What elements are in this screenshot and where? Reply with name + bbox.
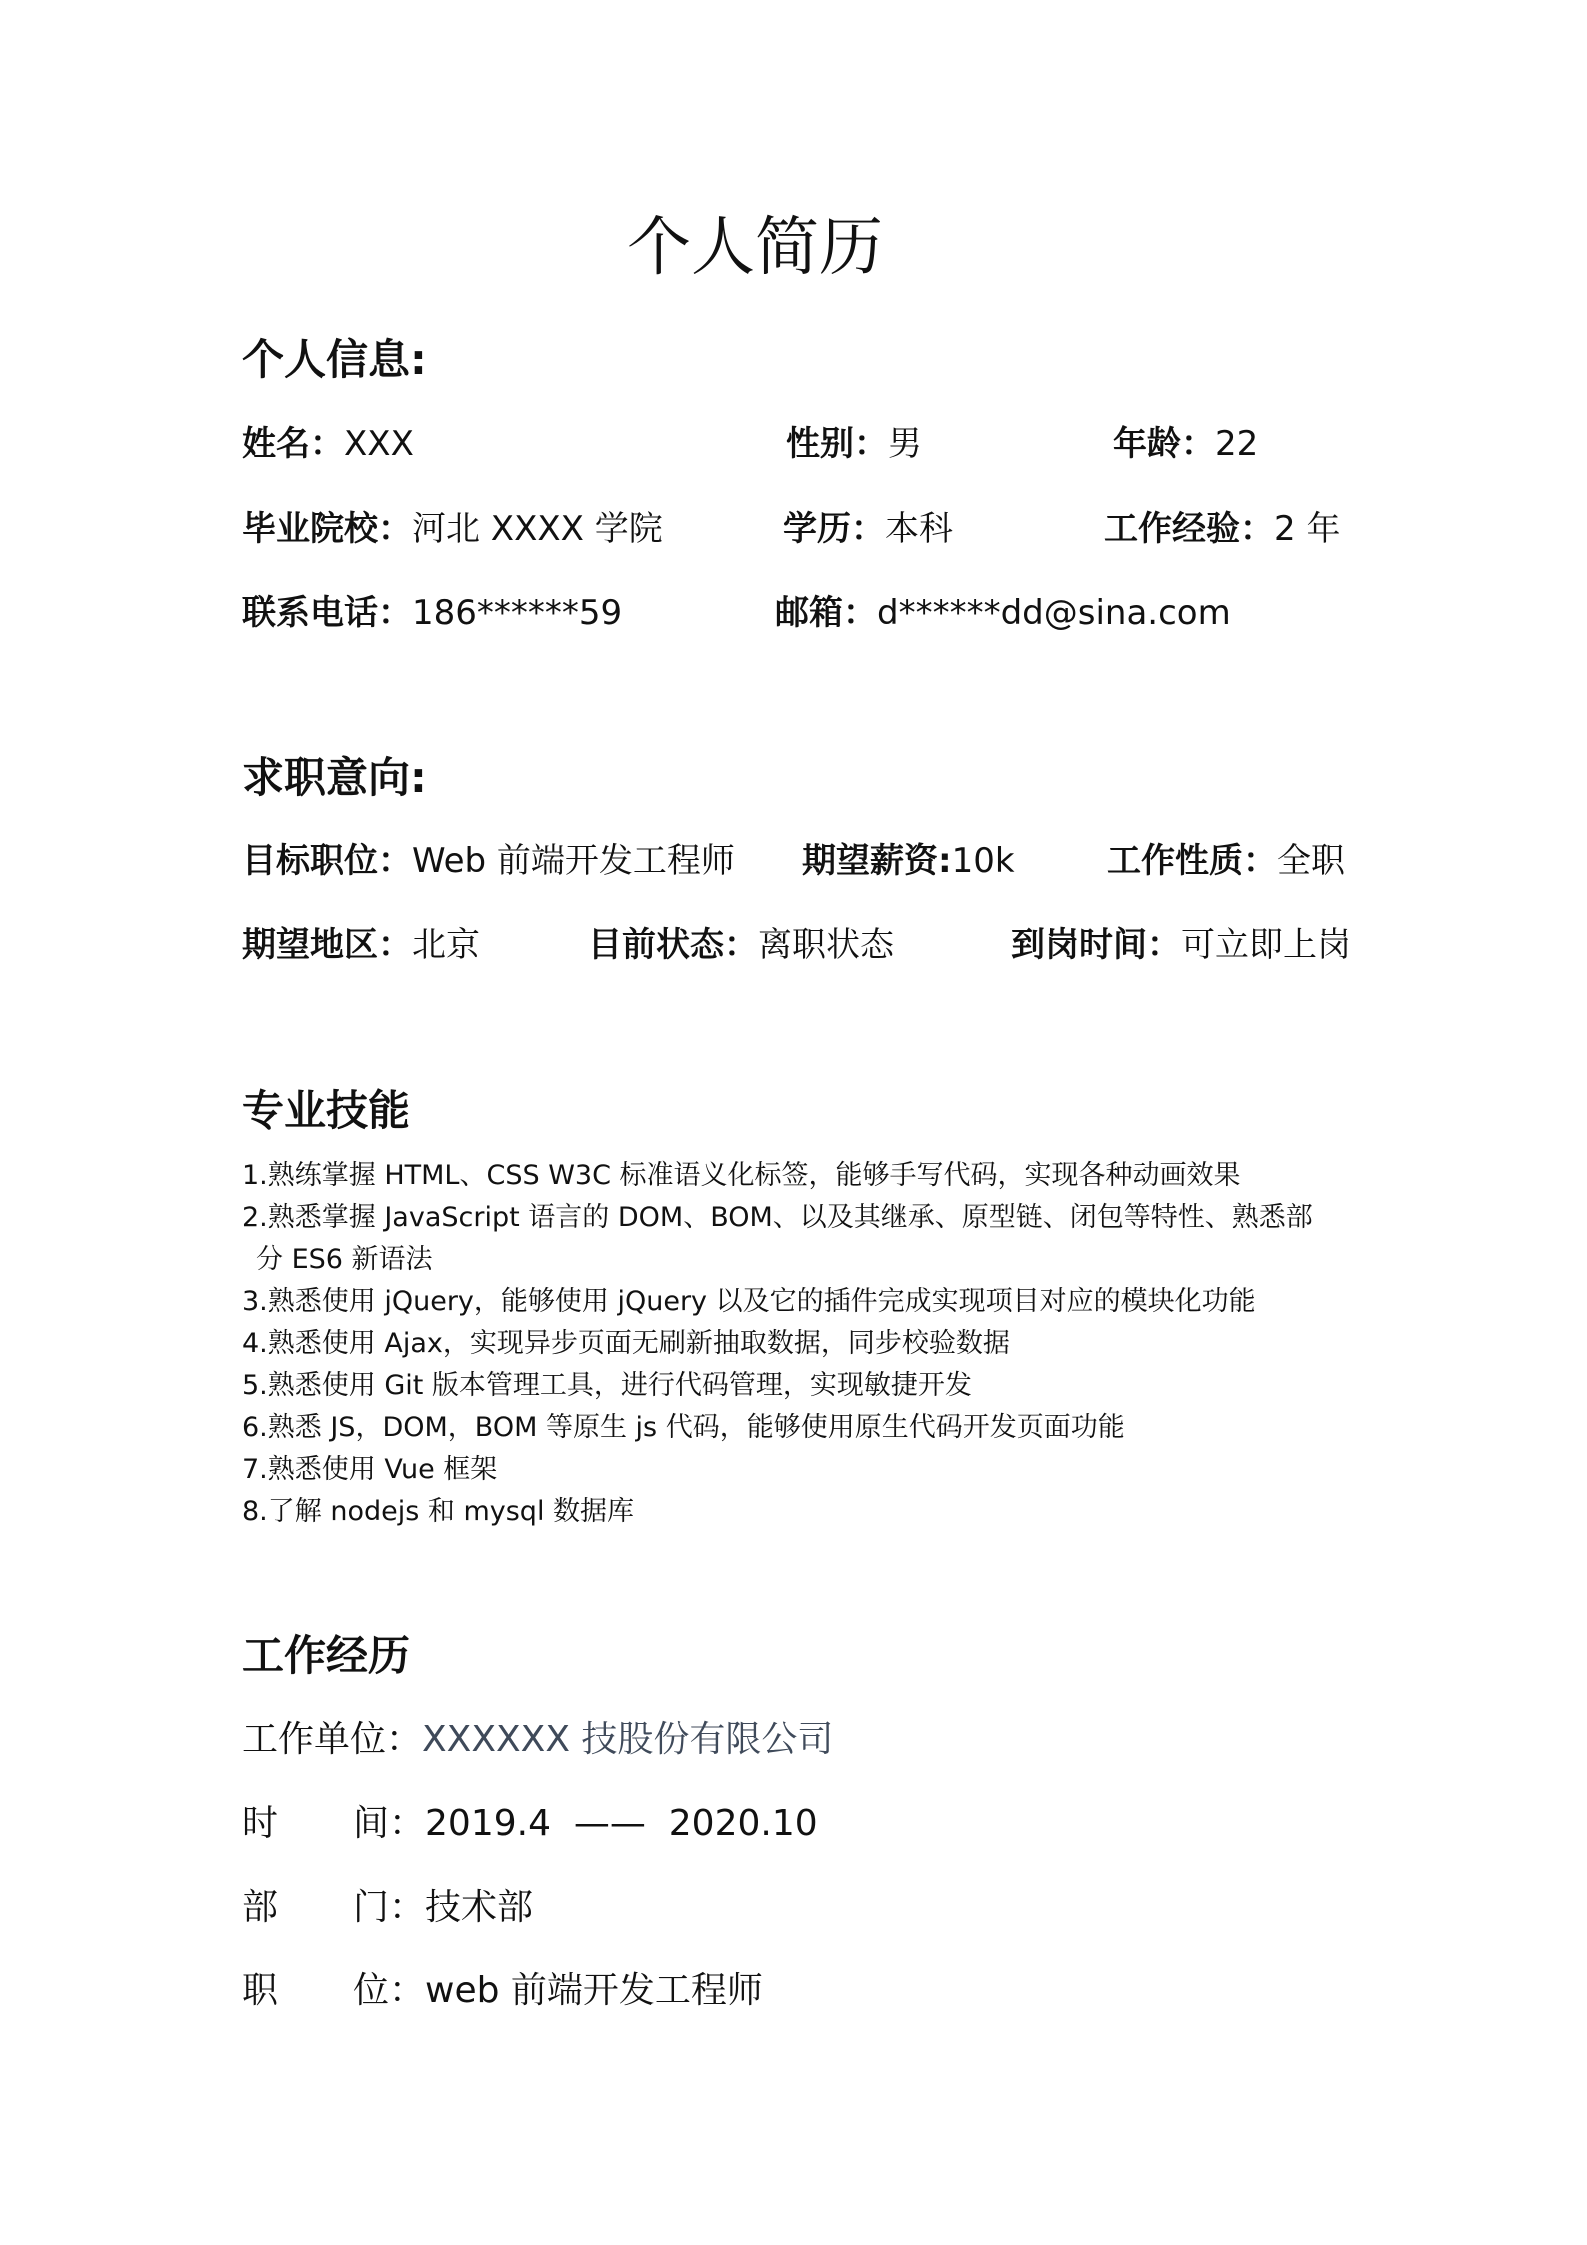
skill-item: 1.熟练掌握 HTML、CSS W3C 标准语义化标签，能够手写代码，实现各种动画效果	[242, 1160, 1241, 1191]
time-label-b: 间：	[353, 1803, 426, 1844]
job-type-field	[1107, 838, 1345, 884]
experience-label: 工作经验：	[1104, 509, 1274, 549]
dept-value: 技术部	[425, 1887, 534, 1928]
expected-region-field	[242, 922, 480, 968]
page-title: 个人简历	[627, 211, 883, 285]
time-value: 2019.4 —— 2020.10	[425, 1803, 818, 1844]
skill-item: 3.熟悉使用 jQuery，能够使用 jQuery 以及它的插件完成实现项目对应的模块化功能	[242, 1286, 1256, 1317]
skill-item: 6.熟悉 JS，DOM，BOM 等原生 js 代码，能够使用原生代码开发页面功能	[242, 1412, 1125, 1443]
skill-item-continuation: 分 ES6 新语法	[256, 1244, 433, 1275]
skills-heading: 专业技能	[242, 1086, 411, 1135]
phone-value: 186******59	[412, 593, 623, 633]
role-label-a: 职	[242, 1970, 279, 2011]
role-field	[353, 1967, 763, 2015]
age-label: 年龄：	[1113, 424, 1215, 464]
company-label: 工作单位：	[242, 1719, 423, 1760]
work-experience-heading: 工作经历	[242, 1631, 411, 1680]
age-value: 22	[1215, 424, 1259, 464]
arrival-time-value: 可立即上岗	[1181, 925, 1351, 965]
time-field	[353, 1800, 818, 1848]
name-label: 姓名：	[242, 424, 344, 464]
target-position-field	[242, 838, 735, 884]
job-type-value: 全职	[1277, 841, 1345, 881]
email-field	[775, 590, 1231, 636]
expected-salary-field	[802, 838, 1015, 884]
skill-item: 7.熟悉使用 Vue 框架	[242, 1454, 498, 1485]
name-value: XXX	[344, 424, 414, 464]
role-label-b: 位：	[353, 1970, 426, 2011]
arrival-time-label: 到岗时间：	[1011, 925, 1181, 965]
job-intention-heading: 求职意向:	[242, 753, 427, 802]
company-field	[242, 1716, 833, 1764]
school-label: 毕业院校：	[242, 509, 412, 549]
skill-item: 2.熟悉掌握 JavaScript 语言的 DOM、BOM、以及其继承、原型链、闭包等特性、熟悉部	[242, 1202, 1313, 1233]
current-status-label: 目前状态：	[588, 925, 758, 965]
expected-salary-label: 期望薪资:	[802, 841, 952, 881]
email-value: d******dd@sina.com	[877, 593, 1231, 633]
email-label: 邮箱：	[775, 593, 877, 633]
experience-field	[1104, 506, 1340, 552]
dept-field	[353, 1884, 533, 1932]
degree-field	[783, 506, 953, 552]
target-position-label: 目标职位：	[242, 841, 412, 881]
gender-label: 性别：	[786, 424, 888, 464]
school-field	[242, 506, 663, 552]
degree-label: 学历：	[783, 509, 885, 549]
company-value: XXXXXX 技股份有限公司	[422, 1719, 834, 1760]
dept-label-b: 门：	[353, 1887, 426, 1928]
school-value: 河北 XXXX 学院	[412, 509, 663, 549]
expected-salary-value: 10k	[951, 841, 1015, 881]
gender-field	[786, 421, 922, 467]
phone-label: 联系电话：	[242, 593, 412, 633]
target-position-value: Web 前端开发工程师	[412, 841, 735, 881]
experience-value: 2 年	[1274, 509, 1341, 549]
name-field	[242, 421, 414, 467]
gender-value: 男	[888, 424, 922, 464]
role-value: web 前端开发工程师	[425, 1970, 763, 2011]
arrival-time-field	[1011, 922, 1351, 968]
current-status-field	[588, 922, 894, 968]
expected-region-label: 期望地区：	[242, 925, 412, 965]
skill-item: 4.熟悉使用 Ajax，实现异步页面无刷新抽取数据，同步校验数据	[242, 1328, 1010, 1359]
time-label-a: 时	[242, 1803, 279, 1844]
dept-label-a: 部	[242, 1887, 279, 1928]
phone-field	[242, 590, 622, 636]
expected-region-value: 北京	[412, 925, 480, 965]
degree-value: 本科	[885, 509, 953, 549]
job-type-label: 工作性质：	[1107, 841, 1277, 881]
current-status-value: 离职状态	[758, 925, 894, 965]
skill-item: 8.了解 nodejs 和 mysql 数据库	[242, 1496, 635, 1527]
skill-item: 5.熟悉使用 Git 版本管理工具，进行代码管理，实现敏捷开发	[242, 1370, 972, 1401]
age-field	[1113, 421, 1258, 467]
personal-info-heading: 个人信息:	[242, 335, 427, 384]
